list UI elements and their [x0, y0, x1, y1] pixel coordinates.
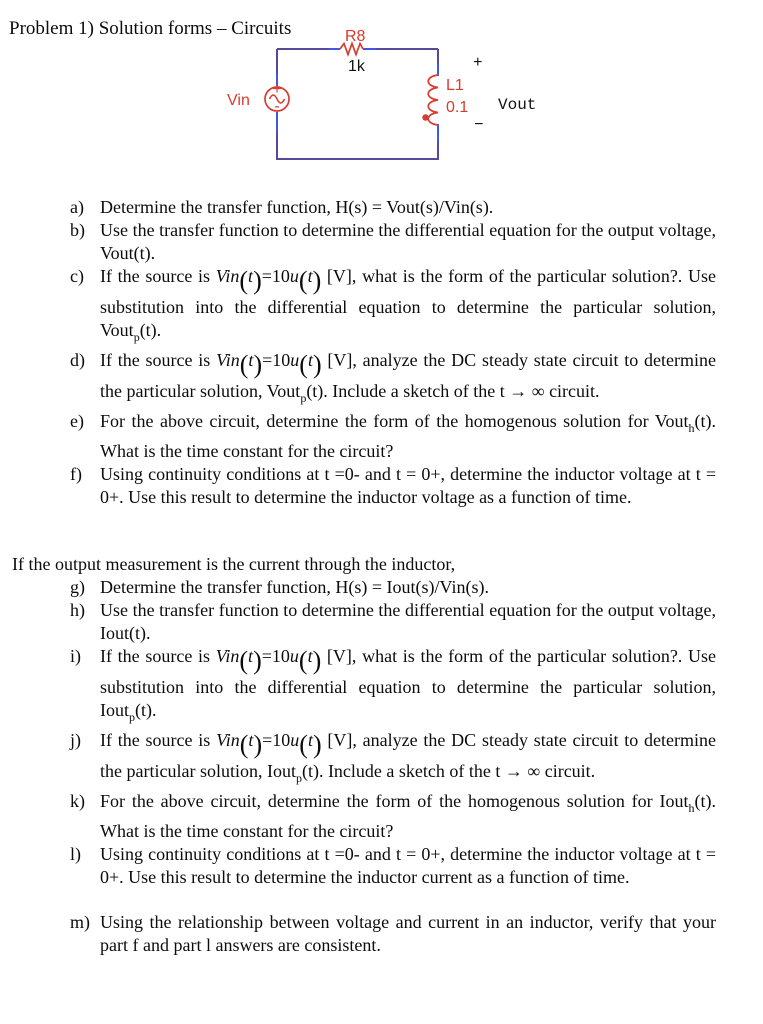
item-mn: 10 [272, 730, 291, 750]
section-intro: If the output measurement is the current through the inductor, [12, 554, 456, 574]
item-mi: u [289, 266, 299, 286]
item-mi: u [290, 350, 300, 370]
item-mi: Vin [215, 266, 240, 286]
item-mp: ) [312, 646, 322, 675]
item-mp: ( [299, 350, 308, 379]
problem-item-f [70, 463, 716, 509]
item-mp: ) [253, 730, 263, 759]
problem-item-c [70, 265, 716, 349]
item-text: Using the relationship between voltage and current in an inductor, verify that your part f and part l answers are consistent. [100, 912, 716, 955]
item-label: e) [70, 411, 84, 431]
inductor-phase-dot [422, 114, 428, 120]
item-mp: ( [298, 266, 308, 295]
item-text: (t). What is the time constant for the circuit? [100, 791, 716, 841]
item-mi: t [307, 646, 313, 666]
problem-item-j [70, 729, 716, 790]
item-mi: t [248, 266, 254, 286]
problem-item-b [70, 219, 716, 265]
item-text: (t). What is the time constant for the circuit? [100, 411, 716, 461]
item-mn: = [262, 350, 273, 370]
item-label: d) [70, 350, 85, 370]
item-label: k) [70, 791, 85, 811]
problem-item-g [70, 576, 716, 599]
item-sub: p [129, 710, 135, 724]
source-name-label: Vin [227, 92, 250, 109]
item-mp: ) [253, 266, 262, 295]
item-mp: ) [253, 646, 262, 675]
problem-item-i [70, 645, 716, 729]
item-text: Determine the transfer function, H(s) = Iout(s)/Vin(s). [100, 577, 489, 597]
item-label: j) [70, 730, 81, 750]
item-text: [V], what is the form of the particular solution?. Use substitution into the differential equation to determine the particular solution, Vout [100, 266, 716, 340]
resistor-name-label: R8 [345, 28, 366, 45]
item-mp: ( [298, 646, 308, 675]
item-mi: Vin [216, 350, 240, 370]
item-label: a) [70, 197, 84, 217]
item-sub: p [295, 771, 302, 785]
item-text: Using continuity conditions at t =0- and t = 0+, determine the inductor voltage at t = 0+. Use this result to determine the inductor voltage as a function of time. [100, 464, 716, 507]
inductor-value-label: 0.1 [446, 99, 469, 116]
item-mi: Vin [216, 730, 240, 750]
item-mn: = [261, 266, 272, 286]
item-mi: t [307, 350, 313, 370]
item-label: f) [70, 464, 82, 484]
item-mp: ) [253, 350, 263, 379]
item-mn: = [261, 646, 272, 666]
item-mp: ) [312, 350, 322, 379]
polarity-minus-label: − [474, 116, 484, 134]
item-mn: 10 [271, 646, 290, 666]
item-text: If the source is [100, 730, 217, 750]
item-label: m) [70, 912, 90, 932]
item-text: For the above circuit, determine the form of the homogenous solution for Iout [100, 791, 689, 811]
item-sub: h [688, 801, 695, 815]
item-sub: p [133, 330, 140, 344]
item-mn: = [262, 730, 273, 750]
item-mi: Vin [215, 646, 240, 666]
item-text: [V], what is the form of the particular solution?. Use substitution into the differential equation to determine the particular solution, Iout [100, 646, 716, 720]
inductor-coil [428, 75, 438, 125]
item-label: i) [70, 646, 81, 666]
problem-statement [12, 196, 716, 957]
item-sub: h [688, 421, 695, 435]
item-sub: p [300, 391, 307, 405]
output-voltage-label: Vout [498, 96, 537, 114]
item-mp: ) [312, 266, 322, 295]
polarity-plus-label: + [473, 54, 483, 72]
resistor-value-label: 1k [348, 58, 365, 75]
problem-list-voltage [70, 196, 716, 509]
item-mi: t [307, 730, 313, 750]
source-minus-mark: - [274, 98, 280, 115]
item-text: If the source is [100, 350, 217, 370]
item-text: For the above circuit, determine the form of the homogenous solution for Vout [100, 411, 689, 431]
item-mp: ( [239, 266, 249, 295]
item-text: (t). Include a sketch of the t → ∞ circuit. [301, 761, 596, 781]
item-mi: t [248, 730, 254, 750]
item-mp: ( [239, 646, 249, 675]
problem-item-m [70, 911, 716, 957]
problem-item-d [70, 349, 716, 410]
problem-list-current [70, 576, 716, 957]
item-mp: ) [312, 730, 322, 759]
item-text: (t). [135, 700, 157, 720]
item-mi: t [307, 266, 313, 286]
resistor-zigzag [340, 44, 363, 55]
item-mi: u [290, 730, 300, 750]
item-text: [V], analyze the DC steady state circuit to determine the particular solution, Vout [100, 350, 716, 401]
problem-item-e [70, 410, 716, 463]
item-text: [V], analyze the DC steady state circuit to determine the particular solution, Iout [100, 730, 716, 781]
circuit-diagram [220, 20, 580, 182]
item-mi: t [248, 646, 254, 666]
item-mp: ( [299, 730, 308, 759]
item-text: (t). Include a sketch of the t → ∞ circuit. [306, 381, 600, 401]
item-label: h) [70, 600, 85, 620]
item-text: Using continuity conditions at t =0- and t = 0+, determine the inductor voltage at t = 0+. Use this result to determine the inductor current as a function of time. [100, 844, 716, 887]
item-mn: 10 [272, 350, 291, 370]
item-mi: t [248, 350, 254, 370]
item-label: l) [70, 844, 81, 864]
item-mp: ( [239, 350, 249, 379]
problem-item-h [70, 599, 716, 645]
item-text: Determine the transfer function, H(s) = Vout(s)/Vin(s). [100, 197, 494, 217]
problem-item-l [70, 843, 716, 889]
problem-item-k [70, 790, 716, 843]
item-mn: 10 [271, 266, 290, 286]
problem-item-a [70, 196, 716, 219]
inductor-name-label: L1 [446, 77, 464, 94]
item-mi: u [289, 646, 299, 666]
item-text: If the source is [100, 646, 216, 666]
item-text: (t). [139, 320, 162, 340]
item-label: c) [70, 266, 84, 286]
item-text: Use the transfer function to determine the differential equation for the output voltage, Iout(t). [100, 600, 716, 643]
item-text: If the source is [100, 266, 216, 286]
page-title: Problem 1) Solution forms – Circuits [9, 17, 292, 39]
source-plus-mark: + [272, 81, 282, 98]
item-label: g) [70, 577, 85, 597]
item-label: b) [70, 220, 85, 240]
item-text: Use the transfer function to determine the differential equation for the output voltage, Vout(t). [100, 220, 716, 263]
item-mp: ( [239, 730, 249, 759]
